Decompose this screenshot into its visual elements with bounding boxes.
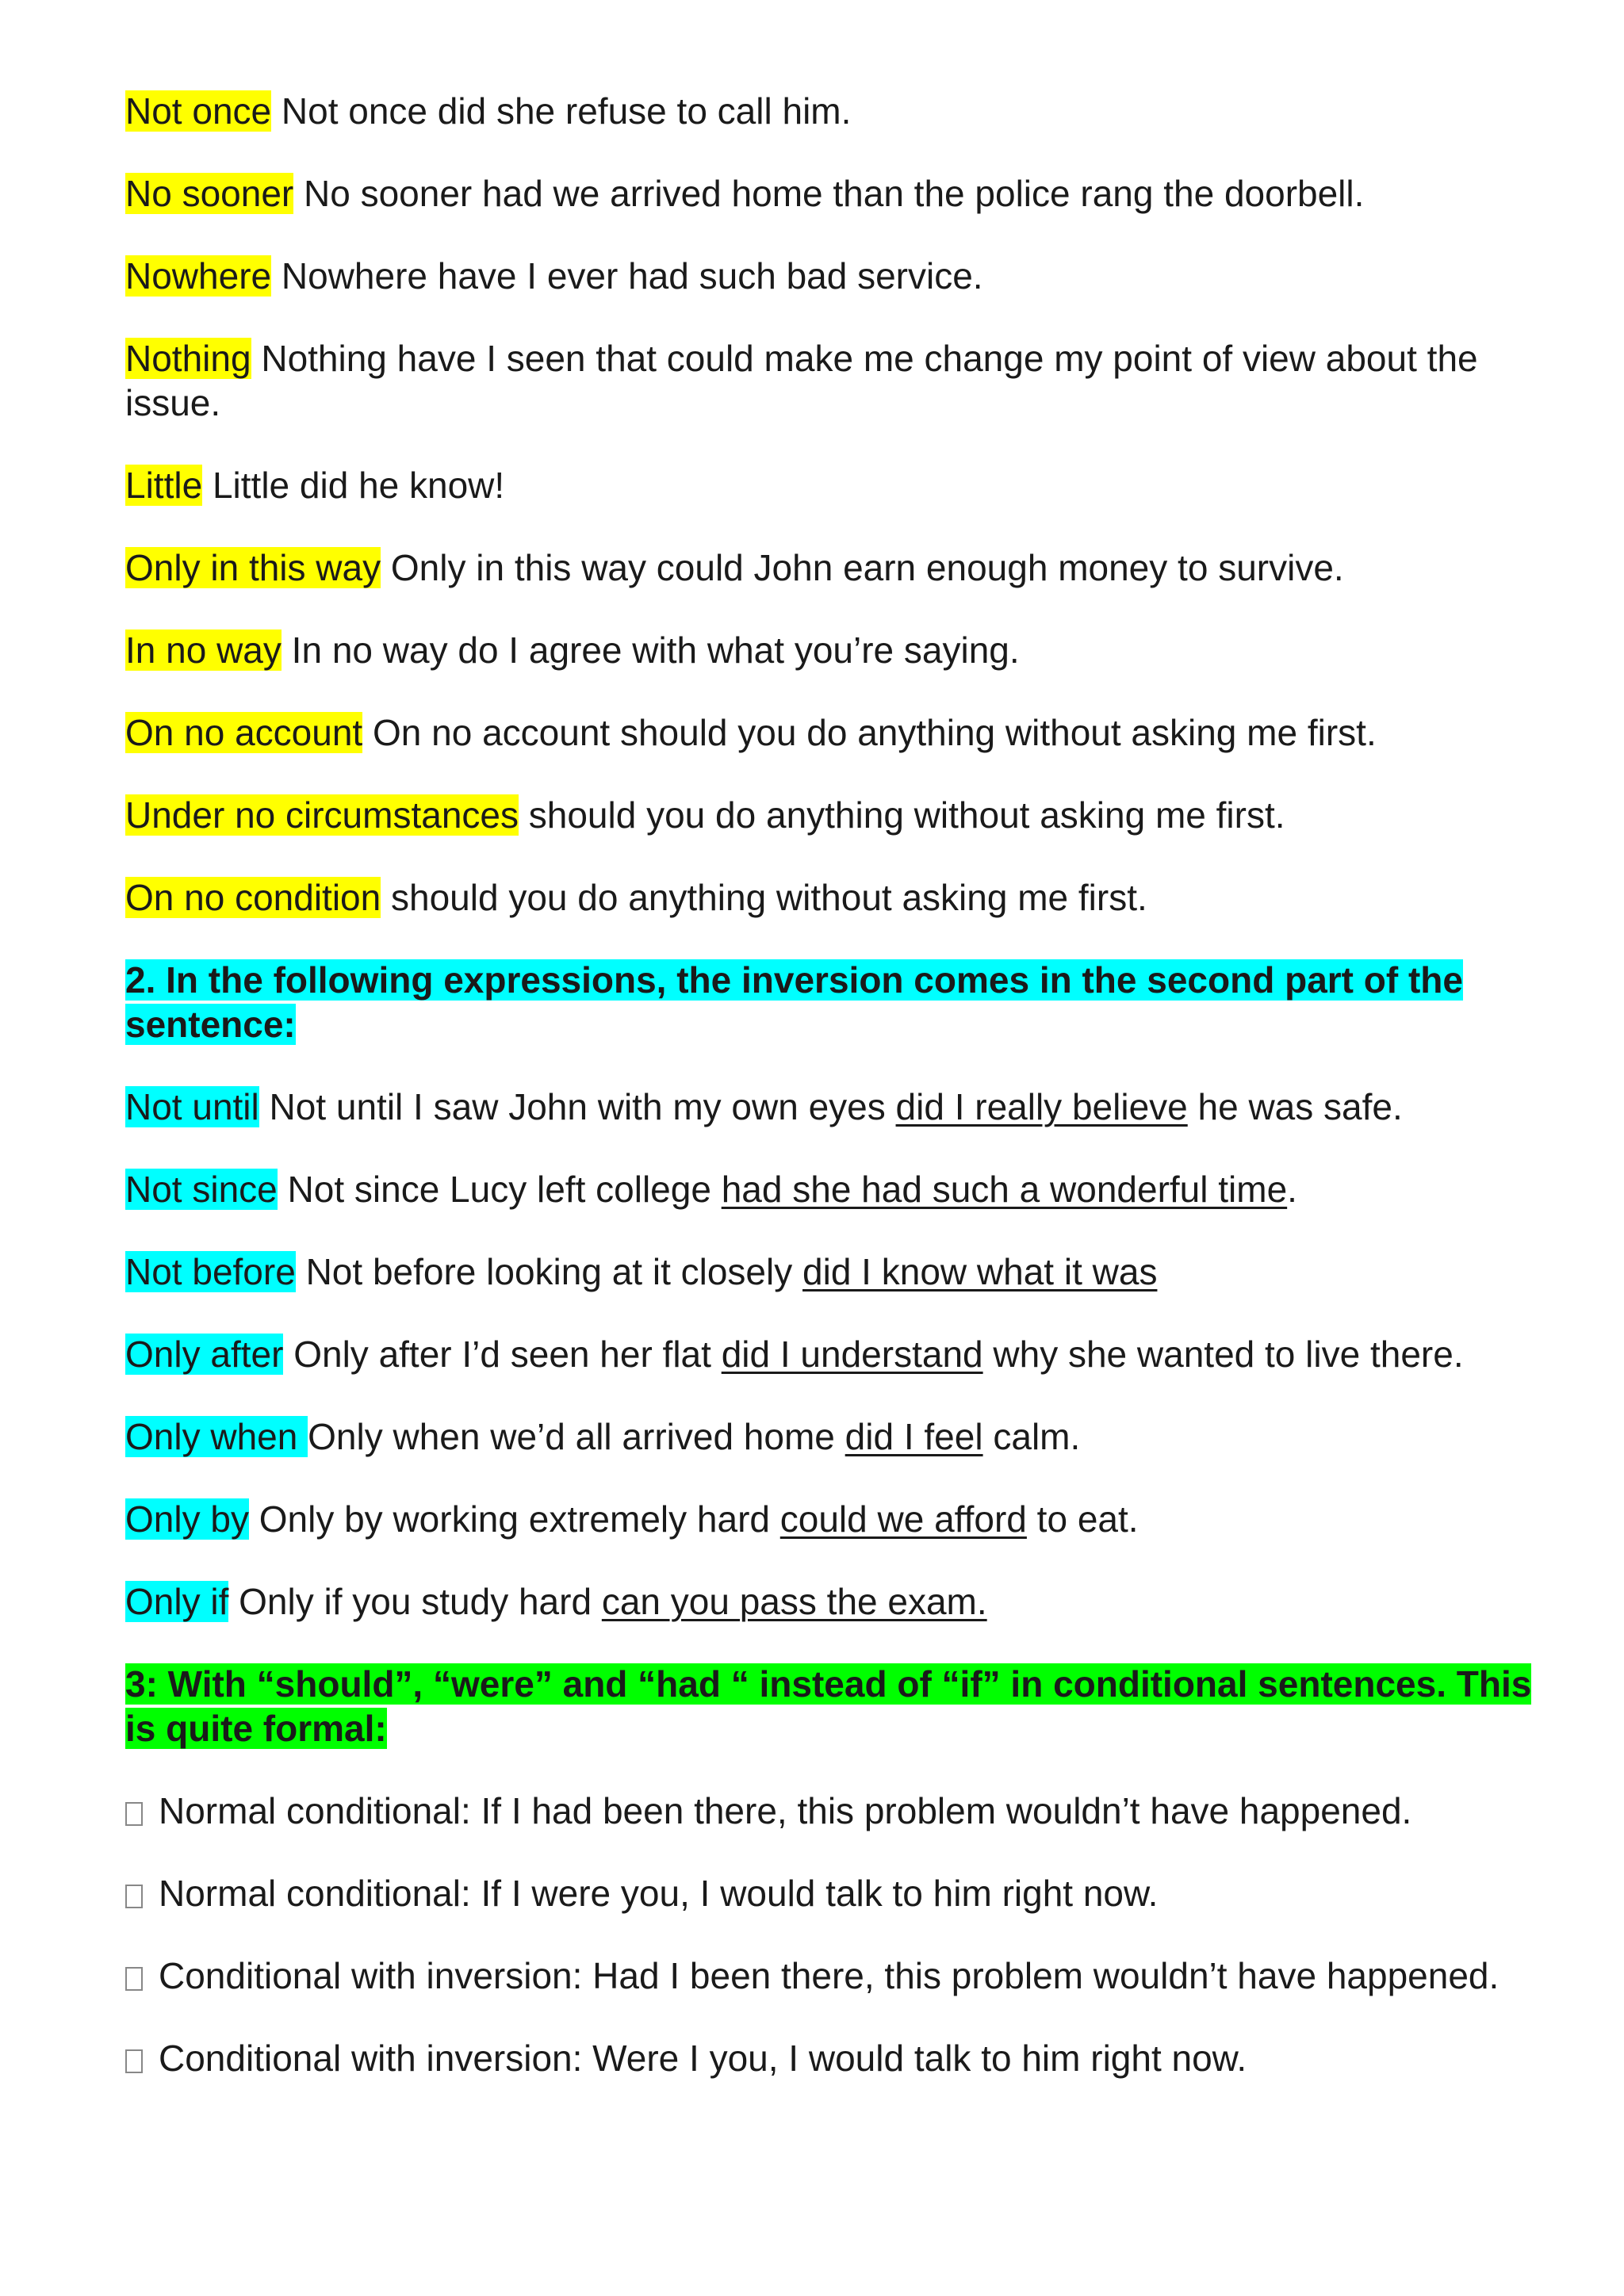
example-only-by (125, 1497, 1537, 1541)
highlight-tag: Only by (125, 1498, 249, 1540)
example-text-end: why she wanted to live there. (982, 1334, 1464, 1375)
underlined-inversion: did I understand (721, 1334, 983, 1375)
highlight-tag: Not until (125, 1086, 259, 1127)
example-not-before (125, 1249, 1537, 1294)
conditional-text: Conditional with inversion: Were I you, I would talk to him right now. (159, 2038, 1247, 2079)
heading-text: 2. In the following expressions, the inversion comes in the second part of the sentence: (125, 959, 1463, 1045)
conditional-item (125, 1954, 1537, 1998)
checkbox-glyph-icon (125, 1967, 143, 1991)
conditional-text: Normal conditional: If I were you, I would talk to him right now. (159, 1873, 1159, 1914)
example-text: Nowhere have I ever had such bad service. (271, 255, 983, 297)
example-on-no-condition (125, 875, 1537, 920)
example-text: No sooner had we arrived home than the police rang the doorbell. (293, 173, 1365, 214)
conditional-item (125, 1871, 1537, 1915)
example-text: Not since Lucy left college (277, 1169, 722, 1210)
example-under-no-circumstances (125, 793, 1537, 837)
highlight-tag: No sooner (125, 173, 294, 214)
example-text-end: he was safe. (1187, 1086, 1403, 1127)
example-text-end: calm. (982, 1416, 1081, 1457)
highlight-tag: Only if (125, 1581, 229, 1622)
example-text: Only if you study hard (228, 1581, 602, 1622)
example-little (125, 463, 1537, 507)
example-text: Only in this way could John earn enough money to survive. (381, 547, 1344, 588)
example-text: Only after I’d seen her flat (283, 1334, 722, 1375)
example-text: should you do anything without asking me first. (381, 877, 1147, 918)
conditional-text: Normal conditional: If I had been there, this problem wouldn’t have happened. (159, 1790, 1412, 1831)
checkbox-glyph-icon (125, 1885, 143, 1908)
example-only-if (125, 1579, 1537, 1624)
example-nothing (125, 336, 1537, 425)
highlight-tag: On no condition (125, 877, 381, 918)
highlight-tag: Only in this way (125, 547, 381, 588)
conditional-item (125, 1789, 1537, 1833)
example-text-end: to eat. (1026, 1498, 1139, 1540)
underlined-inversion: did I know what it was (802, 1251, 1158, 1292)
underlined-inversion: had she had such a wonderful time (721, 1169, 1288, 1210)
example-text: Not until I saw John with my own eyes (259, 1086, 896, 1127)
highlight-tag: Nowhere (125, 255, 272, 297)
example-not-since (125, 1167, 1537, 1211)
section-heading-3 (125, 1662, 1537, 1751)
example-only-after (125, 1332, 1537, 1376)
checkbox-glyph-icon (125, 2049, 143, 2073)
example-text: Not once did she refuse to call him. (271, 90, 852, 132)
example-no-sooner (125, 171, 1537, 216)
underlined-inversion: can you pass the exam. (601, 1581, 987, 1622)
example-only-in-this-way (125, 545, 1537, 590)
example-text: Only when we’d all arrived home (308, 1416, 845, 1457)
example-in-no-way (125, 628, 1537, 672)
checkbox-glyph-icon (125, 1802, 143, 1826)
highlight-tag: Not since (125, 1169, 278, 1210)
example-on-no-account (125, 710, 1537, 755)
example-not-until (125, 1085, 1537, 1129)
document-page (125, 89, 1537, 2118)
highlight-tag: Little (125, 465, 203, 506)
example-text: Nothing have I seen that could make me change my point of view about the issue. (125, 338, 1478, 423)
example-nowhere (125, 254, 1537, 298)
conditional-text: Conditional with inversion: Had I been there, this problem wouldn’t have happened. (159, 1955, 1500, 1996)
example-text: On no account should you do anything without asking me first. (362, 712, 1377, 753)
heading-text: 3: With “should”, “were” and “had “ instead of “if” in conditional sentences. This is quite formal: (125, 1663, 1532, 1749)
highlight-tag: Nothing (125, 338, 251, 379)
example-text-end: . (1287, 1169, 1297, 1210)
highlight-tag: Only after (125, 1334, 284, 1375)
example-text: In no way do I agree with what you’re saying. (281, 629, 1020, 671)
highlight-tag: On no account (125, 712, 363, 753)
highlight-tag: Not once (125, 90, 272, 132)
example-text: Only by working extremely hard (248, 1498, 780, 1540)
highlight-tag: Not before (125, 1251, 296, 1292)
example-only-when (125, 1414, 1537, 1459)
underlined-inversion: could we afford (779, 1498, 1027, 1540)
example-text: Not before looking at it closely (295, 1251, 803, 1292)
underlined-inversion: did I really believe (895, 1086, 1188, 1127)
example-text: Little did he know! (202, 465, 505, 506)
section-heading-2 (125, 958, 1537, 1047)
example-text: should you do anything without asking me first. (518, 794, 1285, 836)
example-not-once (125, 89, 1537, 133)
conditional-item (125, 2036, 1537, 2080)
underlined-inversion: did I feel (845, 1416, 983, 1457)
highlight-tag: In no way (125, 629, 282, 671)
highlight-tag: Under no circumstances (125, 794, 519, 836)
highlight-tag: Only when (125, 1416, 308, 1457)
